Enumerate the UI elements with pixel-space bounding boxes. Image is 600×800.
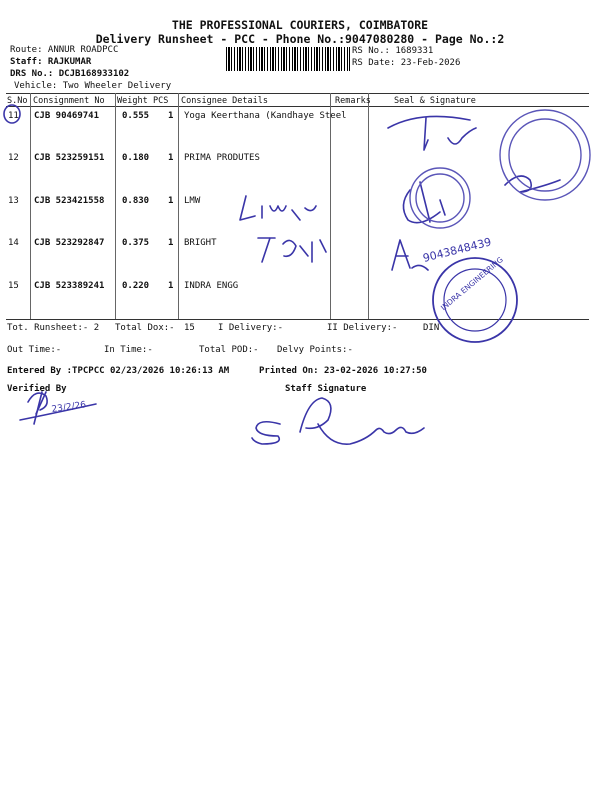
i-delivery: I Delivery:-: [218, 323, 284, 333]
ii-delivery-value: DIN: [423, 323, 440, 333]
row-sno: 14: [8, 238, 19, 248]
row4-handwriting: [258, 238, 326, 262]
row-sno: 11: [8, 111, 19, 121]
row-consignee: INDRA ENGG: [184, 281, 239, 291]
row1-signature: [388, 116, 470, 128]
col-header-consignee: Consignee Details: [181, 96, 268, 106]
delivery-points: Delvy Points:-: [277, 345, 353, 355]
runsheet-subtitle: Delivery Runsheet - PCC - Phone No.:9047080280 - Page No.:2: [95, 32, 505, 46]
handwritten-date: 23/2/26: [51, 400, 87, 415]
row-consignee: Yoga Keerthana (Kandhaye Steel: [184, 111, 347, 121]
rubber-stamp-1-inner: [509, 119, 581, 191]
out-time: Out Time:-: [7, 345, 62, 355]
row-sno: 13: [8, 196, 19, 206]
col-header-remarks: Remarks: [335, 96, 371, 106]
sno-circle-mark: [4, 105, 20, 123]
route-label: Route: ANNUR ROADPCC: [10, 45, 119, 55]
row-consignee: LMW: [184, 196, 201, 206]
entered-by: Entered By :TPCPCC 02/23/2026 10:26:13 AM: [7, 366, 230, 376]
row-consignment: CJB 523292847: [34, 238, 105, 248]
total-pod: Total POD:-: [199, 345, 259, 355]
row-consignment: CJB 523389241: [34, 281, 105, 291]
row-consignment: CJB 523421558: [34, 196, 105, 206]
row-sno: 12: [8, 153, 19, 163]
ii-delivery: II Delivery:-: [327, 323, 398, 333]
row-consignment: CJB 523259151: [34, 153, 105, 163]
rubber-stamp-2: [410, 168, 470, 228]
printed-on: Printed On: 23-02-2026 10:27:50: [259, 366, 427, 376]
rubber-stamp-1: [500, 110, 590, 200]
company-name: THE PROFESSIONAL COURIERS, COIMBATORE: [171, 18, 429, 32]
total-dox-label: Total Dox:-: [115, 323, 175, 333]
row-pcs: 1: [168, 196, 174, 206]
row1-signature: [448, 128, 476, 144]
staff-signature-label: Staff Signature: [285, 384, 367, 394]
row-weight: 0.180: [122, 153, 150, 163]
verified-by: Verified By: [7, 384, 67, 394]
row-weight: 0.555: [122, 111, 150, 121]
stamp-text: INDRA ENGINEERING: [439, 255, 505, 313]
row-pcs: 1: [168, 281, 174, 291]
row-weight: 0.830: [122, 196, 150, 206]
row-pcs: 1: [168, 238, 174, 248]
handwritten-phone: 9043848439: [421, 235, 493, 265]
drs-number: DRS No.: DCJB168933102: [10, 69, 130, 79]
staff-signature: [300, 398, 331, 432]
row-consignee: PRIMA PRODUTES: [184, 153, 260, 163]
col-header-sno: S.No: [7, 96, 28, 106]
col-header-consignment: Consignment No: [33, 96, 105, 106]
staff-signature: [252, 422, 280, 444]
staff-label: Staff: RAJKUMAR: [10, 57, 92, 67]
row-consignee: BRIGHT: [184, 238, 217, 248]
staff-signature: [318, 424, 424, 444]
row-weight: 0.375: [122, 238, 150, 248]
row-weight: 0.220: [122, 281, 150, 291]
row-pcs: 1: [168, 153, 174, 163]
in-time: In Time:-: [104, 345, 153, 355]
total-runsheet: Tot. Runsheet:- 2: [7, 323, 100, 333]
vehicle-label: Vehicle: Two Wheeler Delivery: [14, 81, 172, 91]
row-sno: 15: [8, 281, 19, 291]
col-header-pcs: PCS: [153, 96, 169, 106]
col-header-weight: Weight: [117, 96, 148, 106]
rs-date: RS Date: 23-Feb-2026: [352, 58, 461, 68]
row-consignment: CJB 90469741: [34, 111, 100, 121]
col-header-seal: Seal & Signature: [394, 96, 476, 106]
rs-number: RS No.: 1689331: [352, 46, 434, 56]
row2-signature: [505, 176, 560, 192]
row-pcs: 1: [168, 111, 174, 121]
row1-signature: [424, 118, 428, 150]
total-dox-value: 15: [184, 323, 195, 333]
